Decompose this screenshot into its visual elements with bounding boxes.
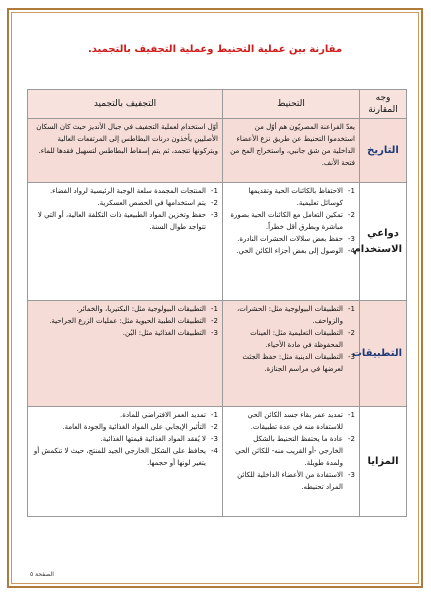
cell-applications-freeze-drying [28,301,223,407]
header-freeze-drying: التجفيف بالتجميد [28,90,223,119]
list-item: الاستفادة من الأعضاء الداخلية للكائن المراد تحنيطه. [237,471,343,491]
table-row-history [28,119,407,183]
row-label-applications: التطبيقات [360,301,407,407]
list-item: التأثير الإيجابي على المواد الغذائية والجودة العامة. [62,423,206,431]
table-row-advantages [28,407,407,517]
cell-history-mummification: يعدّ الفراعنة المصريّون هم أوّل من استخدموا التحنيط عن طريق نزع الأعضاء الداخلية من شق جانبي، واستخراج المخ من فتحة الأنف. [223,119,360,183]
cell-uses-mummification [223,183,360,301]
page-number: الصفحة ٥ [30,571,54,578]
list-item: المنتجات المجمدة سلعة الوجبة الرئيسية لرواد الفضاء. [49,187,206,195]
list-item: الوصول إلى بعض أجزاء الكائن الحي. [236,247,343,255]
list-item: التطبيقات الطبية الحيوية مثل: عمليات الزرع الجراحية. [49,317,206,325]
cell-advantages-mummification [223,407,360,517]
comparison-table [27,89,407,517]
list-item: عادة ما يحتفظ التحنيط بالشكل الخارجي -أو القريب منه- للكائن الحي ولمدة طويلة. [235,435,343,467]
row-label-uses: دواعي الاستخدام [360,183,407,301]
list-item: حفظ وتخزين المواد الطبيعية ذات التكلفة العالية، أو التي لا تتواجد طوال السنة. [37,211,206,231]
list-item: يحافظ على الشكل الخارجي الجيد للمنتج، حيث لا تنكمش أو يتغير لونها أو حجمها. [33,447,206,467]
row-label-advantages: المزايا [360,407,407,517]
row-label-history: التاريخ [360,119,407,183]
list-item: تمديد العمر الافتراضي للمادة. [120,411,206,419]
list-item: التطبيقات الغذائية مثل: البُن. [122,329,206,337]
list-item: التطبيقات البيولوجية مثل: البكتيريا، والخمائر. [76,305,206,313]
list-item: تمكين التعامل مع الكائنات الحية بصورة مباشرة وبطرق أقل خطراً. [230,211,343,231]
page-title: مقارنة بين عملية التحنيط وعملية التجفيف بالتجميد. [87,44,343,55]
header-mummification: التحنيط [223,90,360,119]
table-row-applications [28,301,407,407]
cell-history-freeze-drying: أوّل استخدام لعملية التجفيف في جبال الأنديز حيث كان السكان الأصليين يأخذون درنات البطاطس إلى المرتفعات العالية ويتركونها تتجمد، ثم يتم إسقاط البطاطس لتسهيل فقدها للماء. [28,119,223,183]
list-item: حفظ بعض سلالات الحشرات النادرة. [237,235,343,243]
list-item: التطبيقات التعليمية مثل: العينات المحفوظة في مادة الأحياء. [250,329,343,349]
cell-advantages-freeze-drying [28,407,223,517]
cell-applications-mummification [223,301,360,407]
list-item: يتم استخدامها في الحصص العسكرية. [97,199,206,207]
list-item: التطبيقات البيولوجية مثل: الحشرات، والزواحف. [237,305,343,325]
cell-uses-freeze-drying [28,183,223,301]
list-item: تمديد عمر بقاء جسد الكائن الحي للاستفادة منه في عدة تطبيقات. [247,411,343,431]
list-item: الاحتفاظ بالكائنات الحية وتقديمها كوسائل تعليمية. [248,187,343,207]
list-item: لا يُفقد المواد الغذائية قيمتها الغذائية. [100,435,206,443]
header-aspect: وجه المقارنة [360,90,407,119]
table-row-uses [28,183,407,301]
table-header-row [28,90,407,119]
list-item: التطبيقات الدينية مثل: حفظ الجثث لعرضها في مراسم الجنازة. [242,353,343,373]
